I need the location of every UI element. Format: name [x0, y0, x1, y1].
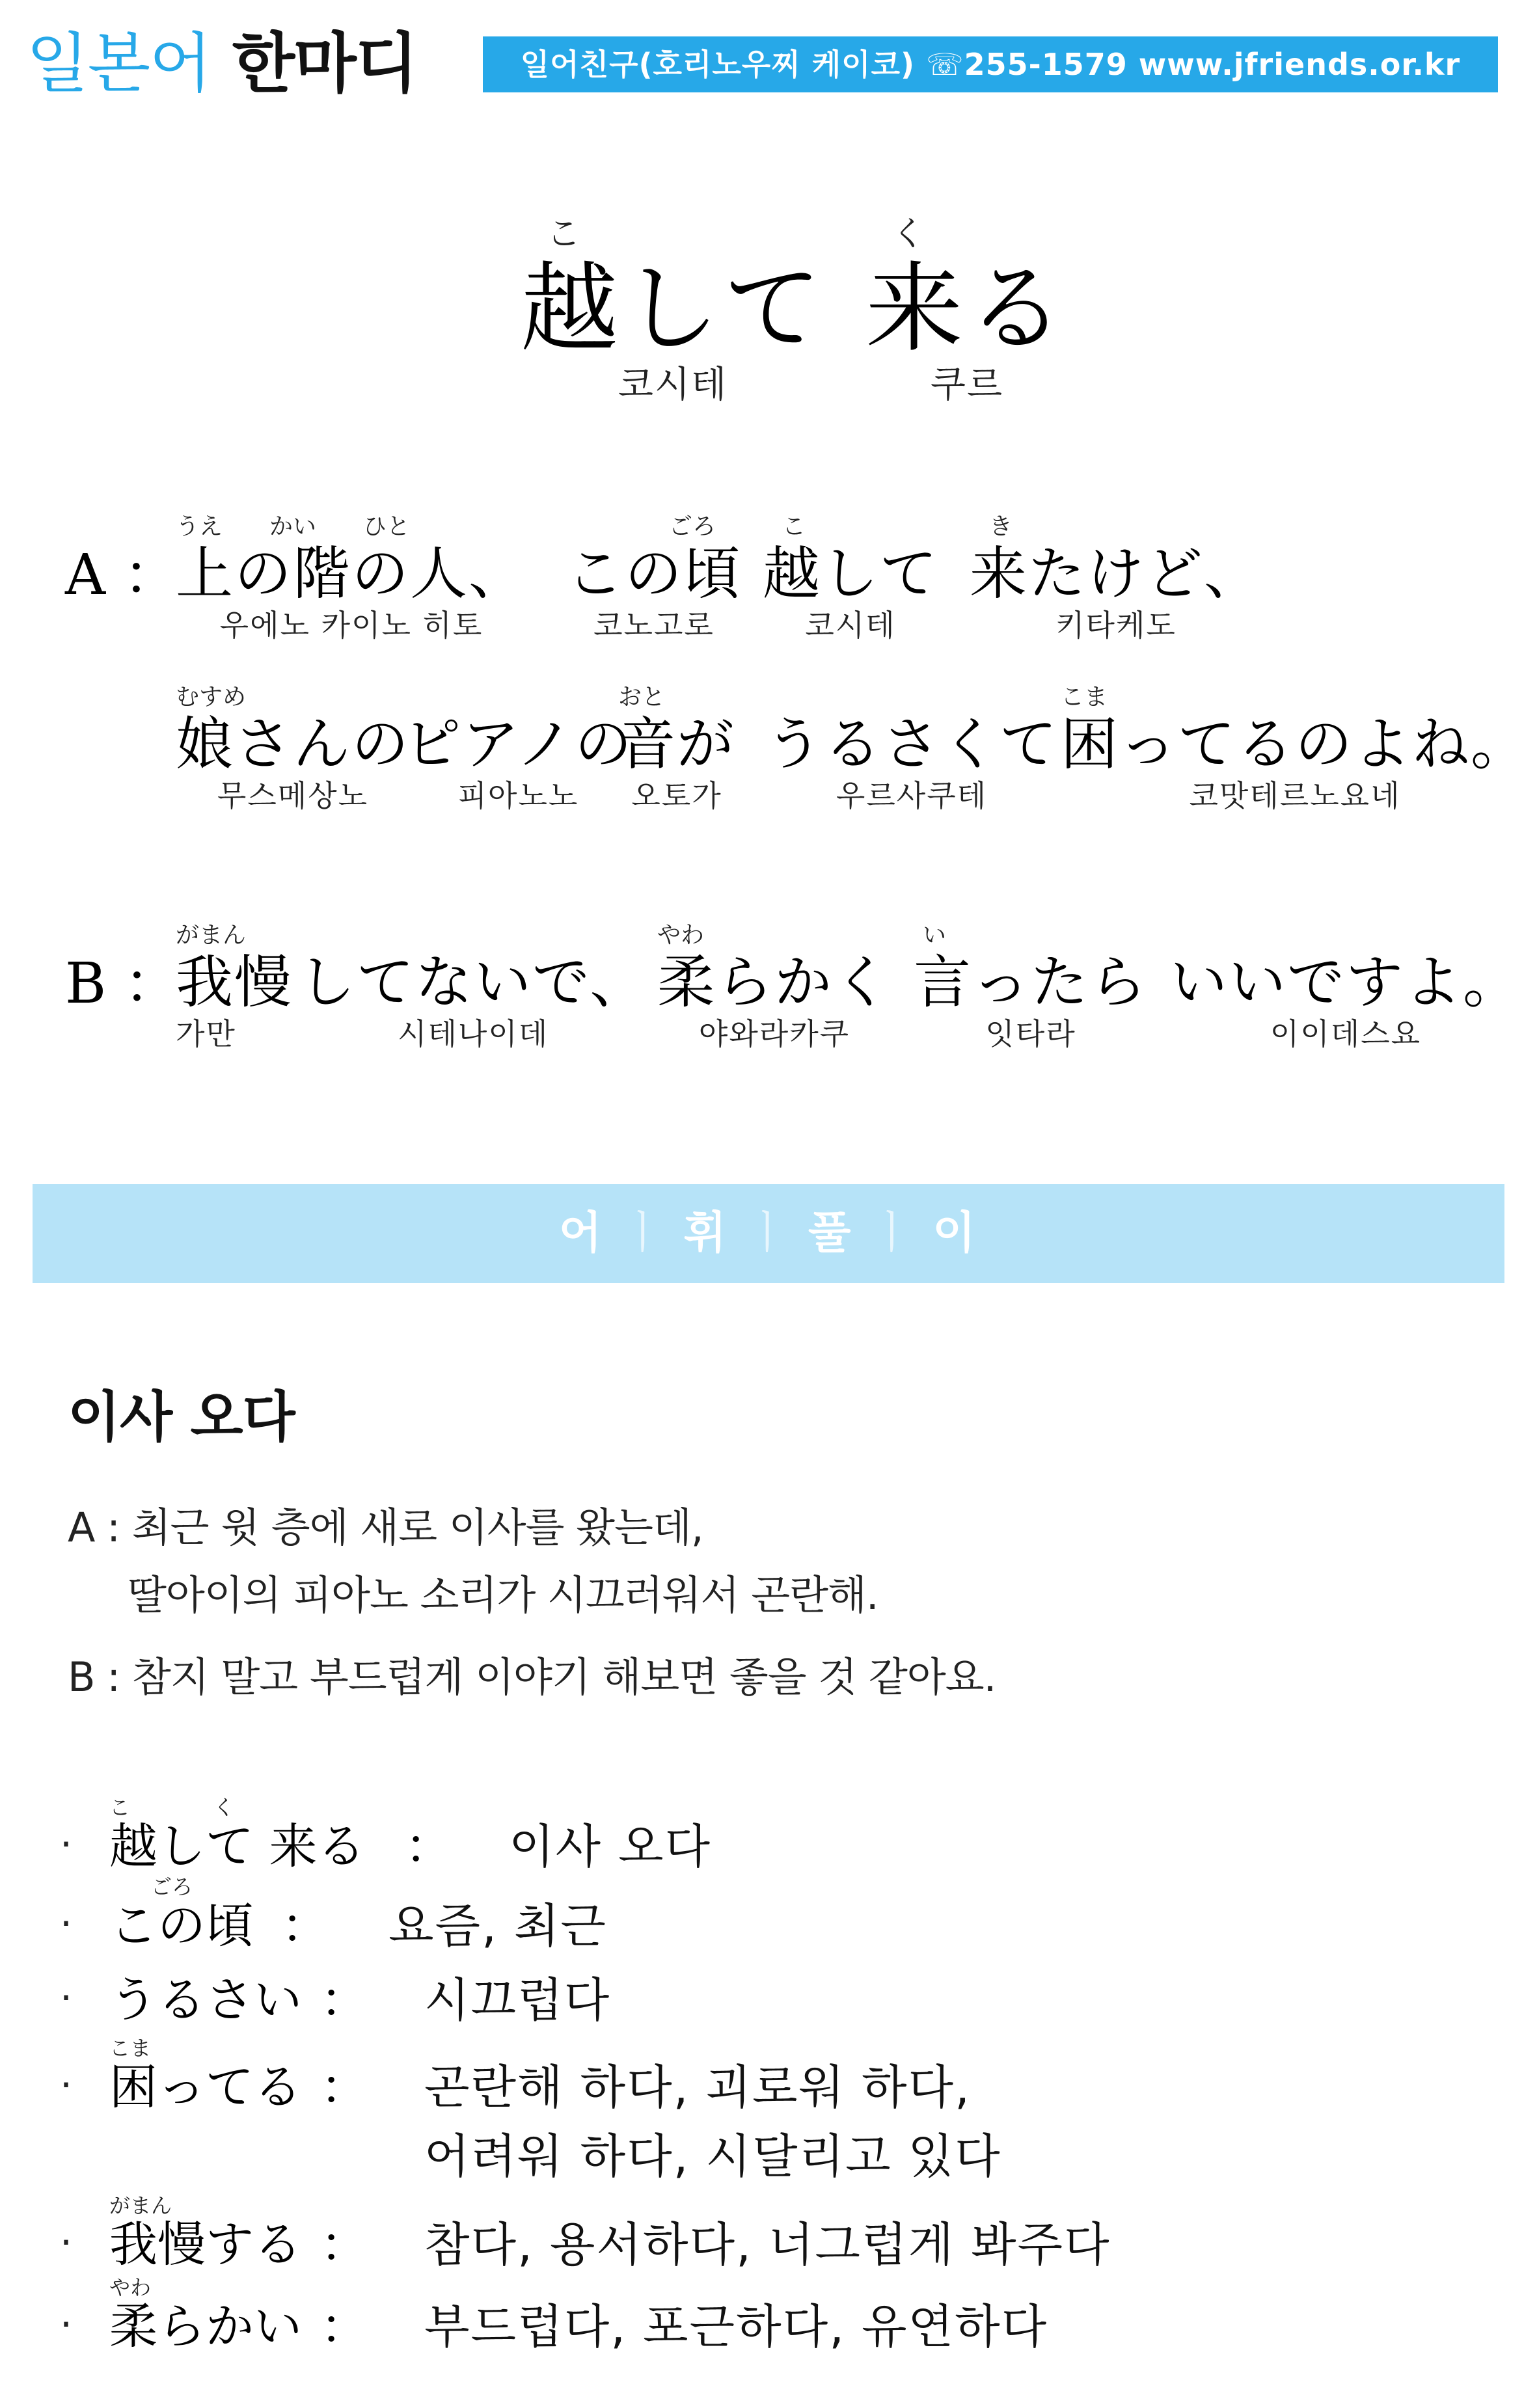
brand-title	[26, 25, 416, 103]
dialogue-a2-segment	[176, 684, 410, 813]
glossary-term	[109, 1949, 302, 2027]
translation-line-a2: 딸아이의 피아노 소리가 시끄러워서 곤란해.	[128, 1571, 878, 1619]
dialogue-a1-segment	[970, 514, 1262, 643]
japanese-term: 越して 来る	[109, 1819, 366, 1874]
furigana: こま	[109, 2036, 152, 2061]
furigana: うえ かい ひと	[176, 513, 411, 540]
japanese-term: 困ってる	[109, 2059, 302, 2115]
vocab-bar-separator: ㅣ	[870, 1208, 916, 1259]
korean-reading: 코시테	[805, 608, 896, 643]
bullet: ·	[60, 2220, 73, 2266]
dialogue-a2-segment	[618, 684, 735, 813]
glossary-term	[109, 2036, 302, 2115]
furigana	[403, 684, 633, 710]
bullet: ·	[60, 1822, 73, 1867]
furigana: むすめ	[176, 684, 247, 710]
dialogue-b-segment	[176, 923, 293, 1051]
japanese-term: うるさい	[109, 1972, 302, 2028]
furigana: がまん	[109, 2193, 172, 2218]
colon: ：	[320, 2299, 368, 2355]
furigana: い	[923, 922, 947, 949]
furigana: こ	[547, 215, 581, 254]
korean-reading: 키타케도	[1055, 608, 1177, 643]
japanese-text: この頃	[566, 540, 742, 607]
korean-reading: 시테나이데	[398, 1016, 549, 1051]
glossary-term	[109, 2276, 302, 2354]
colon: ：	[405, 1819, 453, 1874]
japanese-term: 我慢する	[109, 2217, 302, 2273]
furigana	[298, 923, 648, 949]
furigana: こ	[782, 513, 806, 540]
title-word-kuru	[865, 215, 1068, 406]
korean-reading: 피아노노	[457, 778, 579, 813]
colon: ：	[281, 1898, 329, 1954]
korean-meaning-continued: 어려워 하다, 시달리고 있다	[424, 2129, 1001, 2184]
japanese-text: 言ったら	[914, 949, 1149, 1016]
korean-reading: 코시테	[618, 364, 728, 406]
glossary-term	[109, 2194, 302, 2272]
vocab-bar-char: 풀	[808, 1208, 854, 1259]
furigana: がまん	[176, 922, 247, 949]
vocab-bar-separator: ㅣ	[621, 1208, 667, 1259]
japanese-text: うるさくて	[765, 710, 1059, 778]
japanese-text: ピアノの	[403, 710, 633, 778]
korean-meaning: 곤란해 하다, 괴로워 하다,	[424, 2060, 971, 2115]
brand-title-blue: 일본어	[26, 25, 211, 101]
furigana: ごろ	[109, 1874, 193, 1899]
vocab-bar-char: 이	[932, 1208, 978, 1259]
japanese-text: いいですよ。	[1170, 949, 1522, 1016]
dialogue-a2-segment	[1061, 684, 1529, 813]
vocab-bar-separator: ㅣ	[746, 1208, 791, 1259]
japanese-text: 柔らかく	[657, 949, 892, 1016]
speaker-b-label: B ：	[65, 951, 180, 1016]
translation-line-a1: A : 최근 윗 층에 새로 이사를 왔는데,	[68, 1504, 703, 1551]
korean-reading: 잇타라	[985, 1016, 1076, 1051]
korean-reading: 가만	[176, 1016, 236, 1051]
japanese-text: 越して	[521, 252, 826, 366]
colon: ：	[320, 1972, 368, 2028]
dialogue-b-segment	[914, 923, 1148, 1051]
furigana: く	[891, 215, 926, 254]
korean-reading: 무스메상노	[217, 778, 369, 813]
korean-reading: 우르사쿠테	[836, 778, 988, 813]
korean-reading: 야와라카쿠	[698, 1016, 850, 1051]
furigana: き	[989, 513, 1013, 540]
korean-meaning: 참다, 용서하다, 너그럽게 봐주다	[424, 2217, 1111, 2272]
speaker-a-label: A ：	[65, 543, 180, 608]
glossary-term	[109, 1796, 366, 1874]
translation-heading: 이사 오다	[68, 1385, 295, 1449]
korean-reading: 쿠르	[930, 364, 1004, 406]
dialogue-b-segment	[1170, 923, 1521, 1051]
korean-reading: 코맛테르노요네	[1189, 778, 1401, 813]
dialogue-a1-segment	[176, 514, 527, 643]
colon: ：	[320, 2217, 368, 2273]
korean-meaning: 시끄럽다	[424, 1973, 611, 2027]
vocabulary-section-bar	[33, 1184, 1504, 1283]
colon: ：	[320, 2059, 368, 2115]
bullet: ·	[60, 1901, 73, 1947]
dialogue-a1-segment	[566, 514, 742, 643]
vocab-bar-char: 어	[559, 1208, 605, 1259]
japanese-term: 柔らかい	[109, 2299, 302, 2355]
furigana	[109, 1949, 302, 1973]
korean-reading: 오토가	[631, 778, 722, 813]
furigana: やわ	[109, 2275, 152, 2300]
furigana	[1170, 923, 1521, 949]
korean-reading: 이이데스요	[1270, 1016, 1422, 1051]
contact-bar: 일어친구(호리노우찌 케이코) ☏255-1579 www.jfriends.or.kr	[483, 36, 1498, 92]
japanese-text: 娘さんの	[176, 710, 411, 778]
korean-meaning: 요즘, 최근	[388, 1899, 607, 1953]
furigana: おと	[618, 684, 666, 710]
dialogue-a2-segment	[765, 684, 1058, 813]
japanese-text: 来る	[865, 252, 1069, 366]
title-word-koshite	[521, 215, 825, 406]
bullet: ·	[60, 2063, 73, 2108]
furigana: ごろ	[669, 513, 716, 540]
furigana: こま	[1061, 684, 1108, 710]
vocab-bar-char: 휘	[683, 1208, 729, 1259]
korean-meaning: 이사 오다	[509, 1819, 712, 1874]
dialogue-b-segment	[657, 923, 891, 1051]
translation-line-b1: B : 참지 말고 부드럽게 이야기 해보면 좋을 것 같아요.	[68, 1653, 996, 1701]
dialogue-a1-segment	[763, 514, 938, 643]
glossary-term	[109, 1875, 254, 1953]
bullet: ·	[60, 1975, 73, 2021]
japanese-term: この頃	[109, 1898, 254, 1954]
brand-title-dark: 한마디	[232, 25, 417, 101]
korean-meaning: 부드럽다, 포근하다, 유연하다	[424, 2299, 1048, 2354]
japanese-text: 音が	[618, 710, 736, 778]
bullet: ·	[60, 2302, 73, 2347]
furigana: やわ	[657, 922, 705, 949]
furigana	[765, 684, 1058, 710]
japanese-text: 我慢	[176, 949, 293, 1016]
japanese-text: してないで、	[298, 949, 649, 1016]
korean-reading: 우에노 카이노 히토	[219, 608, 483, 643]
dialogue-a2-segment	[403, 684, 633, 813]
furigana: こ く	[109, 1795, 235, 1820]
japanese-text: 上の階の人、	[176, 540, 528, 607]
japanese-text: 来たけど、	[970, 540, 1263, 607]
japanese-text: 困ってるのよね。	[1061, 710, 1530, 778]
japanese-text: 越して	[763, 540, 939, 607]
dialogue-b-segment	[298, 923, 648, 1051]
korean-reading: 코노고로	[593, 608, 714, 643]
